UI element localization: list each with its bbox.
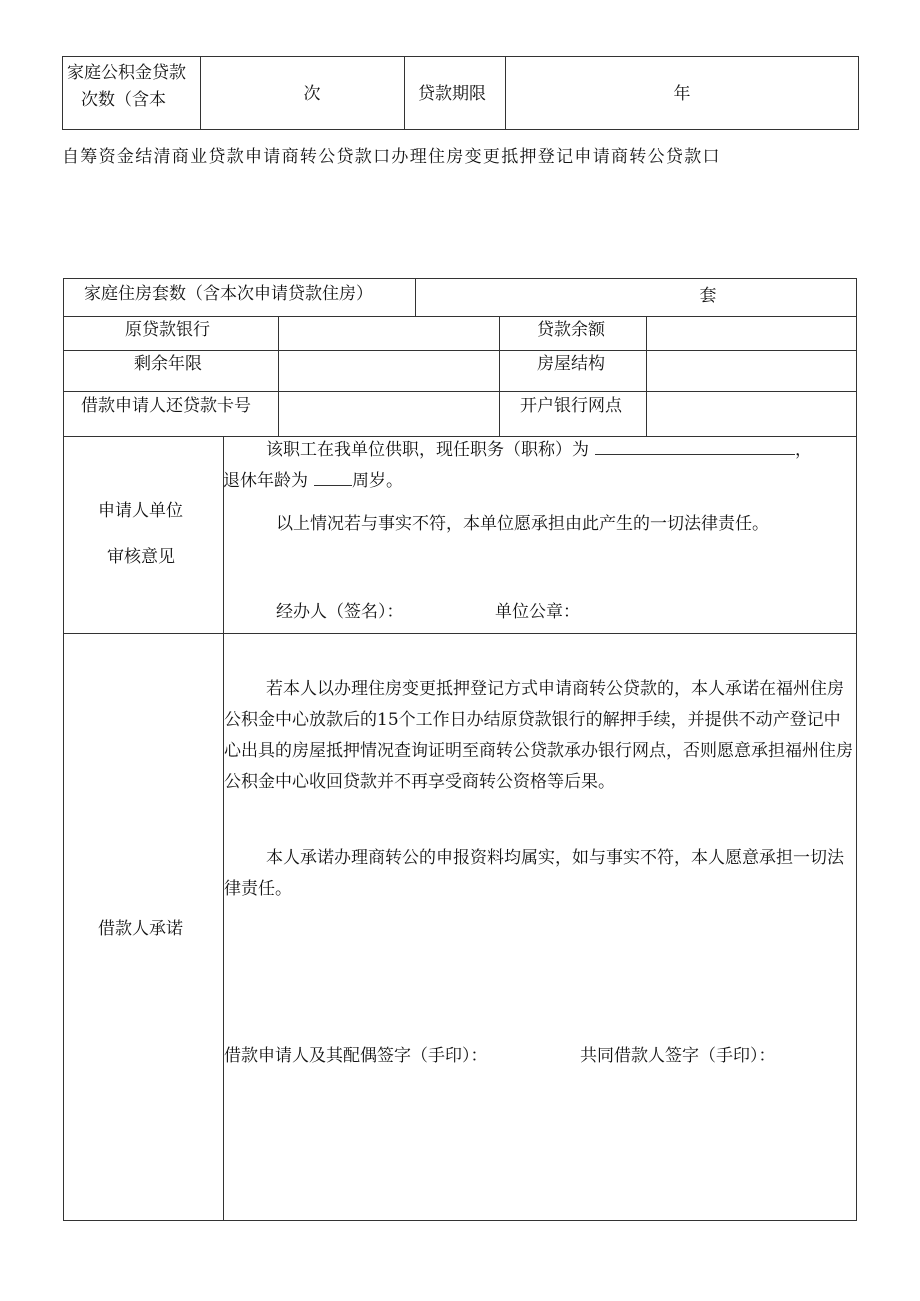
promise-para1: 若本人以办理住房变更抵押登记方式申请商转公贷款的，本人承诺在福州住房公积金中心放款后的15个工作日办结原贷款银行的解押手续，并提供不动产登记中心出具的房屋抵押情况查询证明至商转公贷款承办银行网点，否则愿意承担福州住房公积金中心收回贷款并不再享受商转公资格等后果。: [224, 679, 853, 792]
house-structure-label: 房屋结构: [537, 354, 605, 374]
position-end: ，: [795, 440, 812, 460]
remaining-years-label: 剩余年限: [134, 354, 202, 374]
position-text: 该职工在我单位供职，现任职务（职称）为: [266, 440, 589, 460]
promise-para2: 本人承诺办理商转公的申报资料均属实，如与事实不符，本人愿意承担一切法律责任。: [224, 848, 844, 899]
repay-card-label: 借款申请人还贷款卡号: [81, 396, 251, 416]
unit-review-label-line2: 审核意见: [107, 547, 175, 567]
retire-age-suffix: 周岁。: [352, 471, 403, 491]
retire-age-blank[interactable]: [314, 469, 352, 486]
unit-review-line1: [266, 438, 812, 461]
unit-review-statement: 以上情况若与事实不符，本单位愿承担由此产生的一切法律责任。: [276, 514, 769, 534]
applicant-signature: 借款申请人及其配偶签字（手印）：: [224, 1046, 488, 1066]
options-line: 自筹资金结清商业贷款申请商转公贷款口办理住房变更抵押登记申请商转公贷款口: [62, 147, 721, 167]
unit-review-line2: [223, 469, 403, 492]
unit-seal: 单位公章：: [495, 602, 580, 622]
orig-bank-label: 原贷款银行: [125, 320, 210, 340]
loan-term-unit: 年: [673, 84, 691, 104]
loan-count-label-line1: 家庭公积金贷款: [67, 63, 186, 83]
loan-term-label: 贷款期限: [418, 84, 486, 104]
loan-count-label-line2: 次数（含本: [81, 90, 166, 110]
house-count-unit: 套: [699, 286, 717, 306]
unit-review-label-line1: 申请人单位: [98, 501, 183, 521]
handler-signature: 经办人（签名）：: [276, 602, 404, 622]
co-borrower-signature: 共同借款人签字（手印）：: [580, 1046, 776, 1066]
bank-branch-label: 开户银行网点: [520, 396, 622, 416]
loan-balance-label: 贷款余额: [537, 320, 605, 340]
borrower-promise-label: 借款人承诺: [98, 919, 183, 939]
retire-age-prefix: 退休年龄为: [223, 471, 308, 491]
loan-count-unit: 次: [303, 84, 321, 104]
house-count-label: 家庭住房套数（含本次申请贷款住房）: [84, 284, 373, 304]
position-blank[interactable]: [595, 438, 795, 455]
